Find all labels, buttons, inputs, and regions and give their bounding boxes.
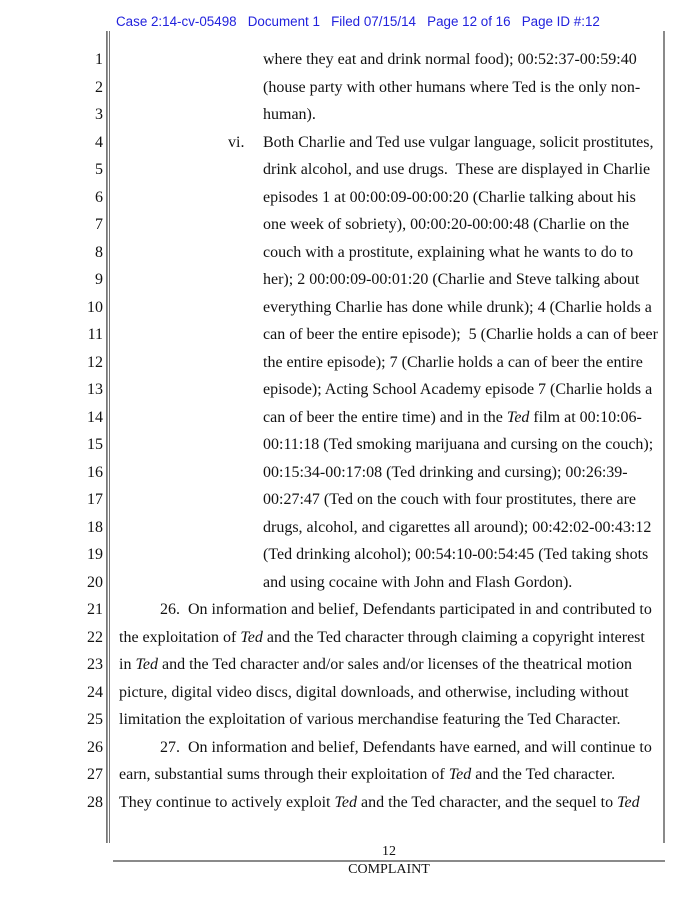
text-line: 00:11:18 (Ted smoking marijuana and cursing on the couch); — [263, 436, 654, 453]
text-line: (Ted drinking alcohol); 00:54:10-00:54:45 (Ted taking shots — [263, 546, 649, 563]
text-line: and using cocaine with John and Flash Gordon). — [263, 574, 573, 591]
text-segment: the exploitation of — [119, 629, 241, 646]
text-segment: and the Ted character and/or sales and/or licenses of the theatrical motion — [157, 656, 632, 673]
text-line: can of beer the entire episode); 5 (Charlie holds a can of beer — [263, 326, 658, 343]
line-number: 26 — [87, 739, 103, 756]
italic-title: Ted — [334, 794, 358, 811]
line-number: 20 — [87, 574, 103, 591]
line-number: 22 — [87, 629, 103, 646]
text-segment: film at 00:10:06- — [529, 409, 642, 426]
italic-title: Ted — [240, 629, 263, 646]
footer-document-title: COMPLAINT — [348, 862, 430, 877]
line-number: 23 — [87, 656, 103, 673]
text-line — [119, 765, 615, 785]
text-segment: earn, substantial sums through their exploitation of — [119, 766, 449, 783]
text-line: 00:15:34-00:17:08 (Ted drinking and cursing); 00:26:39- — [263, 464, 628, 481]
line-number: 15 — [87, 436, 103, 453]
line-number: 17 — [87, 491, 103, 508]
italic-title: Ted — [448, 766, 472, 783]
line-number: 19 — [87, 546, 103, 563]
text-line: picture, digital video discs, digital downloads, and otherwise, including without — [119, 684, 629, 701]
line-number: 27 — [87, 766, 103, 783]
text-line: episode); Acting School Academy episode 7 (Charlie holds a — [263, 381, 653, 398]
line-number: 8 — [95, 244, 103, 261]
case-header-stamp: Case 2:14-cv-05498 Document 1 Filed 07/15/14 Page 12 of 16 Page ID #:12 — [116, 14, 600, 29]
text-line: couch with a prostitute, explaining what he wants to do to — [263, 244, 634, 261]
text-line — [119, 793, 640, 813]
line-number: 18 — [87, 519, 103, 536]
line-number: 25 — [87, 711, 103, 728]
line-number: 4 — [95, 134, 103, 151]
text-segment: and the Ted character, and the sequel to — [357, 794, 618, 811]
paragraph-26-first-line: 26. On information and belief, Defendants participated in and contributed to — [160, 601, 652, 618]
right-margin-rule — [663, 31, 665, 843]
text-line: episodes 1 at 00:00:09-00:00:20 (Charlie talking about his — [263, 189, 636, 206]
line-number: 9 — [95, 271, 103, 288]
text-segment: They continue to actively exploit — [119, 794, 335, 811]
text-line: (house party with other humans where Ted is the only non- — [263, 79, 641, 96]
line-number: 24 — [87, 684, 103, 701]
italic-title: Ted — [506, 409, 530, 426]
text-line: limitation the exploitation of various merchandise featuring the Ted Character. — [119, 711, 621, 728]
text-line: human). — [263, 106, 316, 123]
text-line: everything Charlie has done while drunk); 4 (Charlie holds a — [263, 299, 652, 316]
line-number: 10 — [87, 299, 103, 316]
italic-title: Ted — [617, 794, 640, 811]
line-number: 3 — [95, 106, 103, 123]
left-margin-rule — [106, 31, 110, 843]
text-line — [263, 408, 642, 428]
text-line: Both Charlie and Ted use vulgar language, solicit prostitutes, — [263, 134, 654, 151]
line-number: 28 — [87, 794, 103, 811]
line-number: 14 — [87, 409, 103, 426]
text-line — [119, 655, 632, 675]
text-line: drink alcohol, and use drugs. These are displayed in Charlie — [263, 161, 651, 178]
text-line: where they eat and drink normal food); 00:52:37-00:59:40 — [263, 51, 637, 68]
paragraph-27-first-line: 27. On information and belief, Defendants have earned, and will continue to — [160, 739, 652, 756]
line-number: 16 — [87, 464, 103, 481]
text-line — [119, 628, 645, 648]
text-line: drugs, alcohol, and cigarettes all around); 00:42:02-00:43:12 — [263, 519, 652, 536]
list-marker: vi. — [228, 134, 245, 151]
line-number: 1 — [95, 51, 103, 68]
text-line: 00:27:47 (Ted on the couch with four prostitutes, there are — [263, 491, 636, 508]
line-number: 11 — [87, 326, 103, 343]
line-number: 6 — [95, 189, 103, 206]
text-segment: and the Ted character through claiming a copyright interest — [262, 629, 645, 646]
line-number: 12 — [87, 354, 103, 371]
text-segment: in — [119, 656, 136, 673]
text-line: the entire episode); 7 (Charlie holds a can of beer the entire — [263, 354, 643, 371]
text-segment: can of beer the entire time) and in the — [263, 409, 507, 426]
line-number: 21 — [87, 601, 103, 618]
page-number: 12 — [382, 844, 396, 859]
line-number: 5 — [95, 161, 103, 178]
line-number: 7 — [95, 216, 103, 233]
text-line: one week of sobriety), 00:00:20-00:00:48 (Charlie on the — [263, 216, 630, 233]
text-segment: and the Ted character. — [471, 766, 616, 783]
line-number: 2 — [95, 79, 103, 96]
line-number: 13 — [87, 381, 103, 398]
text-line: her); 2 00:00:09-00:01:20 (Charlie and Steve talking about — [263, 271, 640, 288]
italic-title: Ted — [135, 656, 158, 673]
